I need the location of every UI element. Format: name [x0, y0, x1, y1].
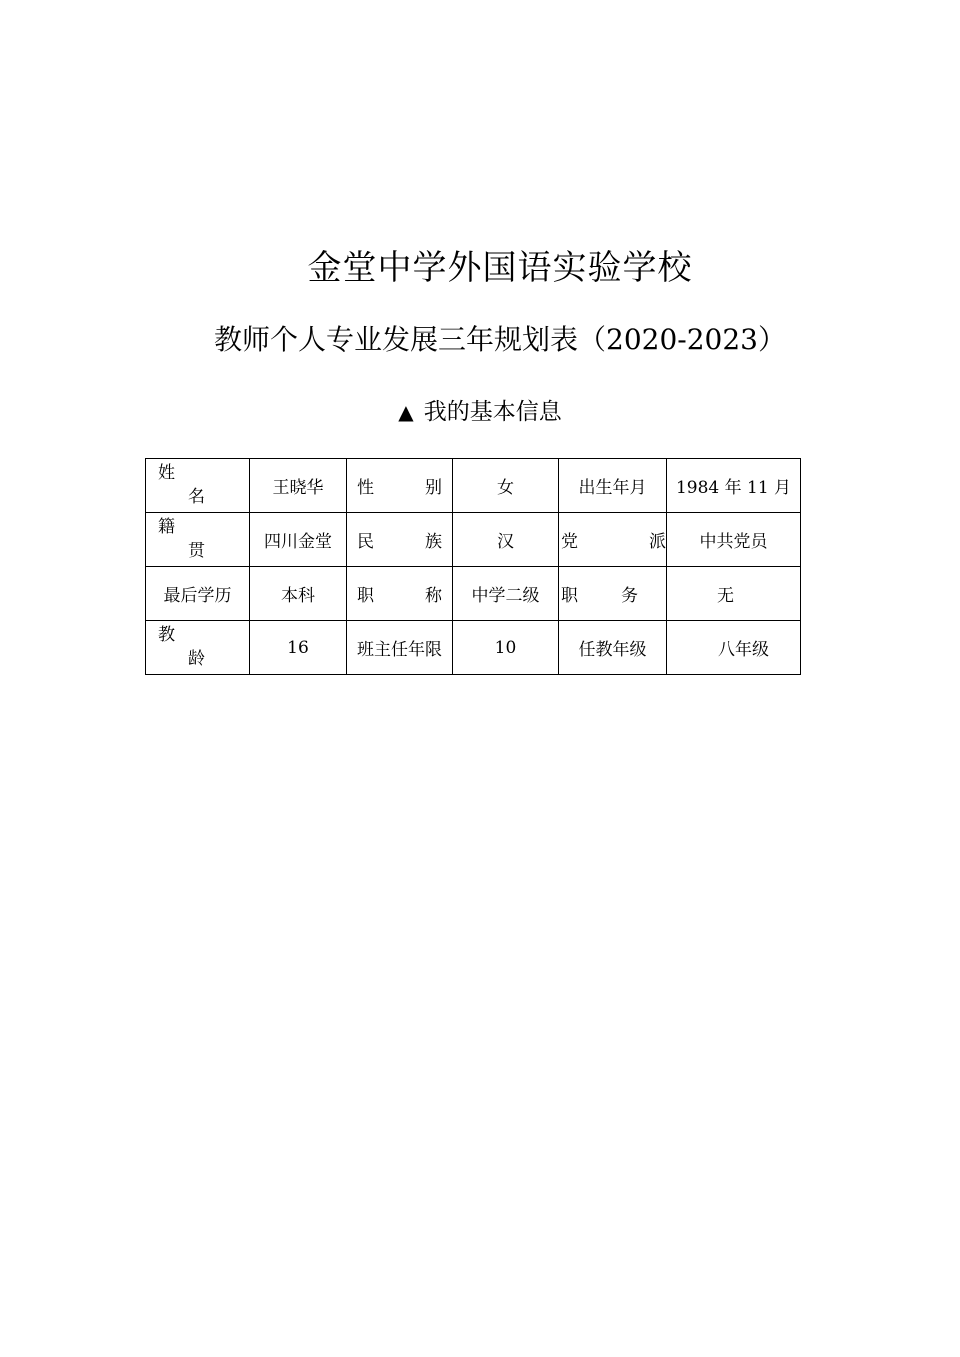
gender-label-right: 别 [425, 478, 442, 498]
position-value: 无 [667, 567, 801, 621]
birth-value: 1984 年 11 月 [667, 459, 801, 513]
position-label-cell [559, 567, 667, 621]
table-row [146, 459, 801, 513]
table-row [146, 567, 801, 621]
ethnicity-label-right: 族 [425, 532, 442, 552]
origin-value: 四川金堂 [250, 513, 347, 567]
gender-value: 女 [453, 459, 559, 513]
teaching-years-value: 16 [250, 621, 347, 675]
education-value: 本科 [250, 567, 347, 621]
school-name: 金堂中学外国语实验学校 [307, 248, 693, 288]
origin-label-bottom: 贯 [188, 541, 205, 561]
title-label-left: 职 [357, 586, 374, 606]
ethnicity-label-cell [347, 513, 453, 567]
triangle-marker-icon: ▲ [398, 400, 414, 424]
grade-label: 任教年级 [559, 621, 667, 675]
party-label-right: 派 [649, 532, 666, 552]
section-heading [0, 393, 960, 426]
plan-title: 教师个人专业发展三年规划表（2020-2023） [214, 323, 786, 356]
gender-label-cell [347, 459, 453, 513]
position-label-left: 职 [561, 586, 578, 606]
name-label-top: 姓 [158, 463, 175, 483]
teaching-years-label-top: 教 [158, 625, 175, 645]
grade-value: 八年级 [667, 621, 801, 675]
title-label-cell [347, 567, 453, 621]
section-title: 我的基本信息 [423, 399, 562, 425]
name-value: 王晓华 [250, 459, 347, 513]
homeroom-years-label: 班主任年限 [347, 621, 453, 675]
ethnicity-label-left: 民 [357, 532, 374, 552]
title-label-right: 称 [425, 586, 442, 606]
table-row [146, 513, 801, 567]
origin-label-cell [146, 513, 250, 567]
position-label-right: 务 [621, 586, 638, 606]
title-value: 中学二级 [453, 567, 559, 621]
teaching-years-label-bottom: 龄 [188, 649, 205, 669]
party-label-cell [559, 513, 667, 567]
table-row [146, 621, 801, 675]
party-label-left: 党 [561, 532, 578, 552]
birth-label: 出生年月 [559, 459, 667, 513]
teaching-years-label-cell [146, 621, 250, 675]
name-label-cell [146, 459, 250, 513]
homeroom-years-value: 10 [453, 621, 559, 675]
basic-info-table [145, 458, 801, 675]
ethnicity-value: 汉 [453, 513, 559, 567]
name-label-bottom: 名 [188, 487, 205, 507]
education-label: 最后学历 [146, 567, 250, 621]
party-value: 中共党员 [667, 513, 801, 567]
origin-label-top: 籍 [158, 517, 175, 537]
gender-label-left: 性 [357, 478, 374, 498]
